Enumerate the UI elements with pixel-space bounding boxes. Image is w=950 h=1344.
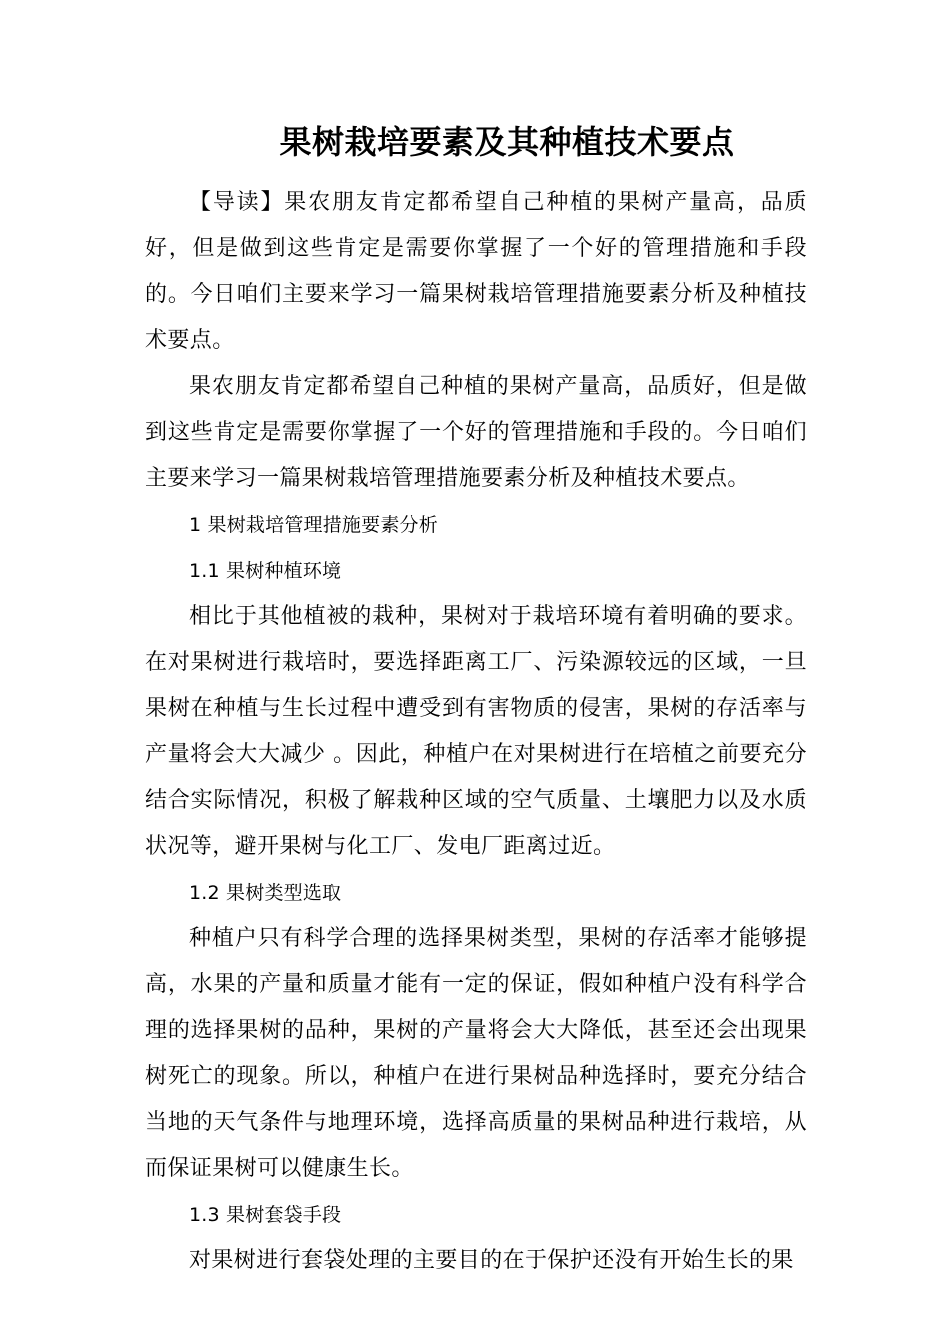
paragraph: 果农朋友肯定都希望自己种植的果树产量高，品质好，但是做到这些肯定是需要你掌握了一个好的管理措施和手段的。今日咱们主要来学习一篇果树栽培管理措施要素分析及种植技术要点。 [145, 374, 807, 491]
paragraph: 对果树进行套袋处理的主要目的在于保护还没有开始生长的果 [189, 1248, 794, 1273]
paragraph: 种植户只有科学合理的选择果树类型，果树的存活率才能够提高，水果的产量和质量才能有一定的保证，假如种植户没有科学合理的选择果树的品种，果树的产量将会大大降低，甚至还会出现果树死亡的现象。所以，种植户在进行果树品种选择时，要充分结合当地的天气条件与地理环境，选择高质量的果树品种进行栽培，从而保证果树可以健康生长。 [145, 926, 807, 1181]
document-body [145, 180, 807, 1284]
document-title: 果树栽培要素及其种植技术要点 [279, 123, 735, 161]
paragraph: 相比于其他植被的栽种，果树对于栽培环境有着明确的要求。在对果树进行栽培时，要选择距离工厂、污染源较远的区域，一旦果树在种植与生长过程中遭受到有害物质的侵害，果树的存活率与产量将会大大减少 。因此，种植户在对果树进行在培植之前要充分结合实际情况，积极了解栽种区域的空气质量、土壤肥力以及水质状况等，避开果树与化工厂、发电厂距离过近。 [145, 604, 807, 859]
subsection-heading: 1.1 果树种植环境 [189, 560, 342, 582]
subsection-heading: 1.2 果树类型选取 [189, 882, 342, 904]
section-heading: 1 果树栽培管理措施要素分析 [189, 514, 438, 536]
paragraph-intro: 【导读】果农朋友肯定都希望自己种植的果树产量高，品质好，但是做到这些肯定是需要你掌握了一个好的管理措施和手段的。今日咱们主要来学习一篇果树栽培管理措施要素分析及种植技术要点。 [145, 190, 807, 353]
subsection-heading: 1.3 果树套袋手段 [189, 1204, 342, 1226]
